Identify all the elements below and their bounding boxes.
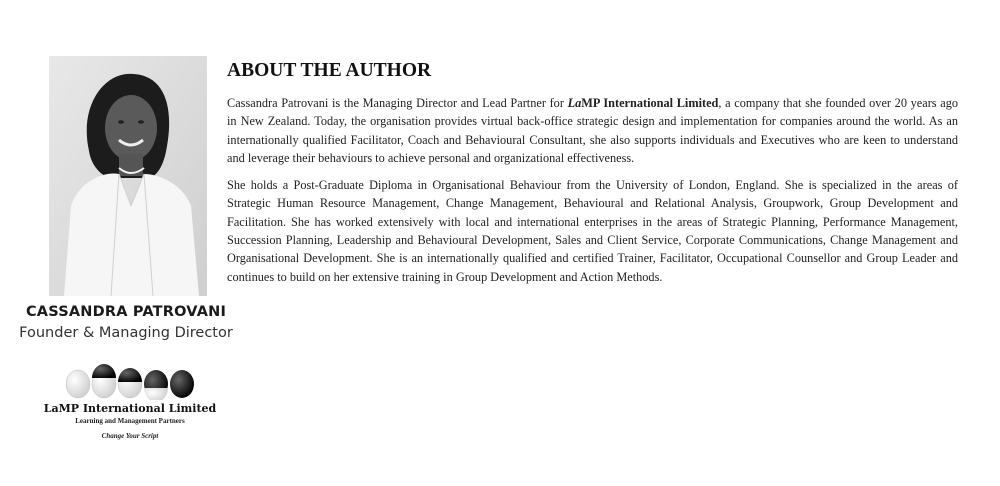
author-name: CASSANDRA PATROVANI: [25, 304, 227, 320]
para1-intro: Cassandra Patrovani is the Managing Director and Lead Partner for: [227, 96, 568, 110]
bio-paragraph-1: [227, 94, 958, 167]
bio-paragraph-2: She holds a Post-Graduate Diploma in Organisational Behaviour from the University of London, England. She is specialized in the areas of Strategic Human Resource Management, Change Management, Behavioural and Relational Analysis, Groupwork, Group Development and Facilitation. She has worked extensively with local and international enterprises in the areas of Strategic Planning, Performance Management, Succession Planning, Leadership and Behavioural Development, Sales and Client Service, Corporate Communications, Change Management and Organisational Development. She is an internationally qualified and certified Trainer, Facilitator, Occupational Counsellor and Group Leader and continues to build on her extensive training in Group Development and Action Methods.: [227, 178, 958, 284]
section-heading: ABOUT THE AUTHOR: [227, 60, 432, 81]
author-role: Founder & Managing Director: [19, 325, 233, 341]
eggs-logo-icon: [60, 362, 200, 400]
author-photo: [49, 56, 207, 296]
company-name-bold: [568, 96, 719, 110]
logo-tagline: Learning and Management Partners: [75, 417, 185, 425]
para1-rest: , a company that she founded over 20 years ago in New Zealand. Today, the organisation provides virtual back-office strategic design and implementation for companies around the world. As an internationally qualified Facilitator, Coach and Behavioural Consultant, she also supports individuals and Executives who are keen to understand and leverage their behaviours to achieve personal and organizational effectiveness.: [227, 96, 959, 165]
company-name-italic: La: [567, 96, 582, 110]
company-name-rest: MP International Limited: [581, 96, 719, 110]
logo-company-name: LaMP International Limited: [43, 402, 217, 415]
logo-slogan: Change Your Script: [101, 432, 159, 440]
about-content: [227, 60, 958, 295]
company-logo: [40, 362, 220, 447]
